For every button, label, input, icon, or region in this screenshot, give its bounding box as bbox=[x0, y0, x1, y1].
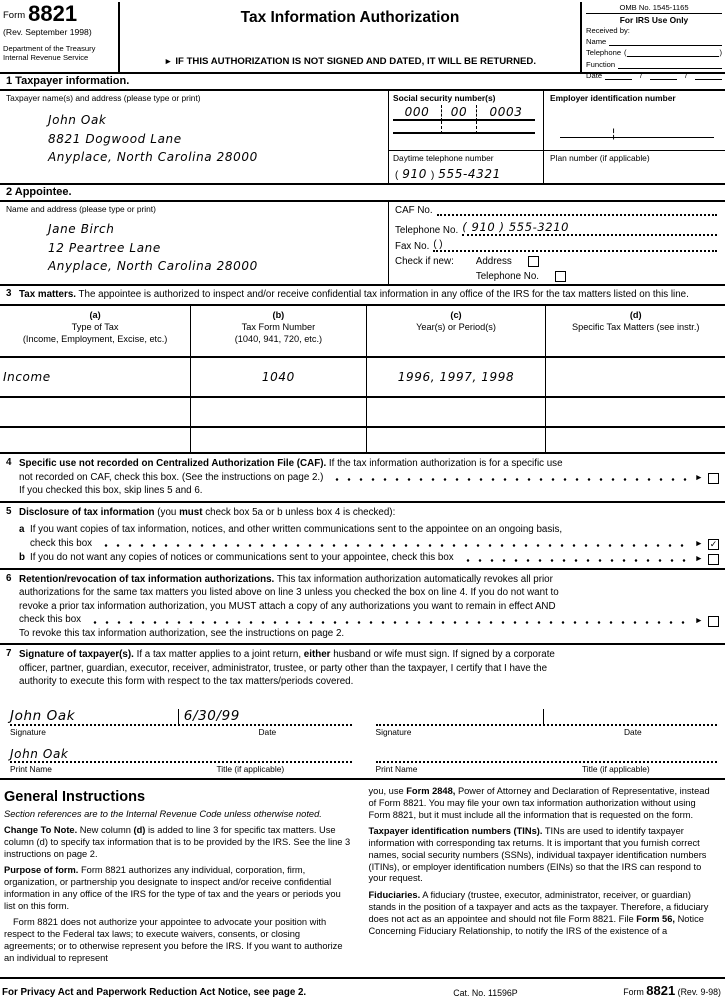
arrow-icon: ► bbox=[163, 56, 173, 66]
line3-text: The appointee is authorized to inspect and/or receive confidential tax information in any office of the IRS for the tax matters listed on this line. bbox=[78, 288, 689, 300]
ein-separator-mark: ¦ bbox=[612, 126, 616, 140]
privacy-act-notice: For Privacy Act and Paperwork Reduction Act Notice, see page 2. bbox=[2, 987, 307, 999]
omb-number: OMB No. 1545-1165 bbox=[586, 3, 722, 14]
appointee-name-cell bbox=[0, 202, 388, 284]
line5a-letter: a bbox=[19, 524, 25, 536]
line6-number: 6 bbox=[6, 572, 12, 584]
signature-label: Signature bbox=[10, 726, 46, 737]
irs-telephone-field[interactable] bbox=[627, 49, 720, 57]
new-address-checkbox[interactable] bbox=[528, 256, 539, 267]
tin-paragraph: Taxpayer identification numbers (TINs). TINs are used to identify taxpayer information with corresponding tax returns. It is important that you furnish correct names, social security numbers (SSNs), individual taxpayer identification numbers (ITINs), or employer identification numbers (EINs) so that the IRS can respond to your request. bbox=[368, 825, 707, 884]
print-name-label: Print Name bbox=[10, 763, 52, 774]
tax-matters-heading bbox=[0, 284, 725, 305]
line6-text-1: This tax information authorization automatically revokes all prior bbox=[276, 573, 553, 585]
line4-item bbox=[0, 454, 725, 501]
row1-years[interactable]: 1996, 1997, 1998 bbox=[366, 357, 546, 397]
form-reference: Form 8821 (Rev. 9-98) bbox=[623, 983, 721, 999]
row2-years[interactable] bbox=[366, 397, 546, 427]
form-number: 8821 bbox=[28, 1, 78, 26]
daytime-phone-label: Daytime telephone number bbox=[393, 153, 494, 163]
fax-parens: ( ) bbox=[433, 239, 443, 250]
line5a-text-1: If you want copies of tax information, notices, and other written communications sent to the appointee on an ongoing basis, bbox=[30, 524, 563, 536]
print-name-label: Print Name bbox=[375, 763, 418, 774]
ssn-second-line[interactable] bbox=[393, 121, 540, 134]
line6-checkbox[interactable] bbox=[708, 616, 719, 627]
line3-lead: Tax matters. bbox=[19, 288, 76, 300]
line5b-leader bbox=[462, 559, 691, 562]
row2-form-number[interactable] bbox=[191, 397, 366, 427]
taxpayer-name-line[interactable]: John Oak bbox=[48, 113, 107, 127]
row3-form-number[interactable] bbox=[191, 427, 366, 453]
line7-either: either bbox=[303, 649, 331, 661]
line5b-checkbox[interactable] bbox=[708, 554, 719, 565]
line4-text-1: If the tax information authorization is for a specific use bbox=[328, 458, 563, 470]
line5a-text-2: check this box bbox=[30, 537, 93, 549]
ein-cell bbox=[544, 91, 725, 150]
appointee-street-line[interactable]: 12 Peartree Lane bbox=[48, 240, 161, 255]
date-slash-2: / bbox=[684, 70, 688, 80]
taxpayer-date-value[interactable]: 6/30/99 bbox=[183, 707, 240, 724]
signature-right-column bbox=[376, 706, 718, 774]
taxpayer-signature-value[interactable]: John Oak bbox=[10, 707, 76, 724]
instructions-left-column bbox=[4, 786, 353, 970]
line5-item bbox=[0, 501, 725, 568]
line4-checkbox[interactable] bbox=[708, 473, 719, 484]
irs-telephone-label: Telephone bbox=[586, 48, 622, 58]
form-number-block bbox=[0, 2, 120, 72]
tax-matters-table bbox=[0, 304, 725, 454]
received-by-label: Received by: bbox=[586, 26, 630, 35]
line7-text-3: officer, partner, guardian, executor, receiver, administrator, trustee, or party other than the taxpayer, I certify that I have the bbox=[19, 662, 548, 674]
col-a-header: (a) Type of Tax (Income, Employment, Excise, etc.) bbox=[0, 305, 191, 357]
appointee-city-line[interactable]: Anyplace, North Carolina 28000 bbox=[48, 259, 258, 274]
ssn-cell bbox=[389, 91, 543, 150]
line7-text-1: If a tax matter applies to a joint return, bbox=[136, 649, 302, 661]
signature-date-divider bbox=[543, 709, 544, 724]
date-label: Date bbox=[258, 726, 277, 737]
paren-open: ( bbox=[624, 48, 627, 58]
line6-text-3: revoke a prior tax information authorization, you MUST attach a copy of any authorizations you want to remain in effect AND bbox=[19, 600, 556, 612]
appointee-name-label: Name and address (please type or print) bbox=[6, 204, 156, 214]
line7-item bbox=[0, 643, 725, 692]
line4-arrow-icon: ► bbox=[694, 472, 703, 483]
signature-label: Signature bbox=[375, 726, 412, 737]
purpose-paragraph-2: Form 8821 does not authorize your appointee to advocate your position with respect to the Federal tax laws; to execute waivers, consents, or closing agreements; or to otherwise represent you before the IRS. If you want to authorize an individual to represent bbox=[4, 917, 343, 964]
catalog-number: Cat. No. 11596P bbox=[453, 988, 518, 999]
ssn-part-2[interactable]: 00 bbox=[441, 105, 477, 121]
signature-block bbox=[0, 692, 725, 780]
form-word: Form bbox=[3, 9, 26, 21]
irs-use-only-box bbox=[580, 2, 725, 80]
row3-specific-matters[interactable] bbox=[546, 427, 725, 453]
instructions-heading: General Instructions bbox=[4, 788, 146, 805]
caf-field[interactable] bbox=[437, 205, 717, 216]
title-label: Title (if applicable) bbox=[582, 763, 650, 774]
agency-line-2: Internal Revenue Service bbox=[3, 53, 89, 63]
line5a-checkbox-checked[interactable]: ✓ bbox=[709, 539, 718, 550]
phone-area-code[interactable]: 910 bbox=[402, 167, 427, 181]
taxpayer-info-section bbox=[0, 91, 725, 183]
appointee-address-value[interactable] bbox=[48, 220, 384, 276]
irs-use-only-title: For IRS Use Only bbox=[619, 15, 689, 25]
caf-label: CAF No. bbox=[395, 205, 433, 216]
col-c-header: (c) Year(s) or Period(s) bbox=[366, 305, 546, 357]
line5b-letter: b bbox=[19, 552, 25, 564]
daytime-phone-value[interactable] bbox=[393, 167, 540, 181]
general-instructions bbox=[0, 780, 725, 978]
taxpayer-name-cell bbox=[0, 91, 388, 183]
signature-left-column bbox=[10, 706, 352, 774]
taxpayer-street-line[interactable]: 8821 Dogwood Lane bbox=[48, 131, 182, 146]
line7-text-2: husband or wife must sign. If signed by a corporate bbox=[333, 649, 555, 661]
row1-form-number[interactable]: 1040 bbox=[191, 357, 366, 397]
instructions-right-column bbox=[369, 786, 718, 970]
line6-leader bbox=[89, 621, 691, 624]
line4-leader bbox=[331, 478, 690, 481]
row1-type-of-tax[interactable]: Income bbox=[0, 357, 191, 397]
phone-paren-open: ( bbox=[395, 170, 399, 181]
line7-number: 7 bbox=[6, 648, 12, 660]
line5b-arrow-icon: ► bbox=[694, 552, 703, 563]
fax-field[interactable] bbox=[433, 239, 717, 252]
taxpayer-name-label: Taxpayer name(s) and address (please type or print) bbox=[6, 93, 201, 103]
irs-date-label: Date bbox=[586, 70, 603, 80]
irs-function-label: Function bbox=[586, 59, 616, 69]
ssn-label: Social security number(s) bbox=[393, 93, 496, 103]
col-d-header: (d) Specific Tax Matters (see instr.) bbox=[546, 305, 725, 357]
ssn-value[interactable] bbox=[393, 105, 540, 121]
row2-type-of-tax[interactable] bbox=[0, 397, 191, 427]
ein-label: Employer identification number bbox=[550, 93, 676, 103]
ssn-part-1[interactable]: 000 bbox=[393, 105, 441, 121]
appointee-section bbox=[0, 202, 725, 284]
irs-date-field-2[interactable] bbox=[650, 72, 677, 80]
form-2848-paragraph: you, use Form 2848, Power of Attorney and Declaration of Representative, instead of Form 8821. You may file your own tax information authorization without using Form 8821, but it must include all the information that is requested on the form. bbox=[368, 785, 710, 820]
line4-text-2: not recorded on CAF, check this box. (See the instructions on page 2.) bbox=[19, 471, 324, 483]
line5a-arrow-icon: ► bbox=[694, 538, 703, 549]
irs-name-label: Name bbox=[586, 37, 607, 47]
form-revision: (Rev. September 1998) bbox=[3, 26, 92, 37]
table-row bbox=[0, 427, 725, 453]
line5-lead: Disclosure of tax information bbox=[19, 506, 155, 518]
appointee-contact-cell bbox=[388, 202, 725, 284]
ein-field[interactable] bbox=[560, 125, 714, 138]
fiduciaries-paragraph: Fiduciaries. A fiduciary (trustee, executor, administrator, receiver, or guardian) stands in the position of a taxpayer and acts as the taxpayer. Therefore, a fiduciary does not act as an appointee and should not file Form 8821. File Form 56, Notice Concerning Fiduciary Relationship, to notify the IRS of the existence of a bbox=[368, 889, 709, 936]
appointee-telephone-field[interactable] bbox=[462, 220, 717, 236]
line5-number: 5 bbox=[6, 505, 12, 517]
line5-text-1: (you bbox=[157, 506, 177, 518]
phone-number[interactable]: 555-4321 bbox=[438, 167, 501, 181]
line5a-leader bbox=[100, 544, 691, 547]
appointee-name-line[interactable]: Jane Birch bbox=[48, 222, 115, 236]
line6-text-2: authorizations for the same tax matters you listed above on line 3 unless you checked the box on line 4. If you do not want to bbox=[19, 587, 559, 599]
line7-text-4: authority to execute this form with respect to the tax matters/periods covered. bbox=[19, 676, 354, 688]
daytime-phone-cell bbox=[389, 150, 543, 183]
row3-type-of-tax[interactable] bbox=[0, 427, 191, 453]
new-telephone-checkbox[interactable] bbox=[555, 271, 566, 282]
line6-lead: Retention/revocation of tax information authorizations. bbox=[19, 573, 275, 585]
phone-paren-close: ) bbox=[430, 170, 435, 181]
irs-date-field-3[interactable] bbox=[695, 72, 722, 80]
line5-must: must bbox=[179, 506, 203, 518]
agency-lines bbox=[3, 44, 116, 63]
title-block bbox=[120, 2, 580, 72]
agency-line-1: Department of the Treasury bbox=[3, 43, 96, 53]
spouse-signature-line[interactable] bbox=[376, 706, 718, 726]
taxpayer-signature-line[interactable] bbox=[10, 706, 352, 726]
check-if-new-label: Check if new: bbox=[395, 255, 454, 267]
row1-specific-matters[interactable] bbox=[546, 357, 725, 397]
ein-plan-column bbox=[543, 91, 725, 183]
row3-years[interactable] bbox=[366, 427, 546, 453]
form-title: Tax Information Authorization bbox=[240, 9, 460, 26]
line3-number: 3 bbox=[6, 287, 12, 299]
col-b-header: (b) Tax Form Number (1040, 941, 720, etc.) bbox=[191, 305, 366, 357]
page-footer bbox=[0, 977, 725, 1001]
line5-text-2: check box 5a or b unless box 4 is checked): bbox=[205, 506, 396, 518]
spouse-print-name-line[interactable] bbox=[376, 743, 718, 763]
irs-date-field-1[interactable] bbox=[605, 72, 632, 80]
purpose-paragraph: Purpose of form. Form 8821 authorizes any individual, corporation, firm, organization, or partnership you designate to inspect and/or receive confidential information in any office of the IRS for the type of tax and the years or periods you list on this form. bbox=[4, 865, 341, 912]
ssn-part-3[interactable]: 0003 bbox=[477, 105, 535, 121]
irs-function-field[interactable] bbox=[618, 61, 722, 69]
section-references-note: Section references are to the Internal Revenue Code unless otherwise noted. bbox=[4, 809, 322, 820]
fax-label: Fax No. bbox=[395, 241, 430, 252]
new-telephone-label: Telephone No. bbox=[475, 270, 539, 282]
plan-number-cell[interactable] bbox=[544, 150, 725, 183]
line6-text-5: To revoke this tax information authorization, see the instructions on page 2. bbox=[19, 627, 345, 639]
row2-specific-matters[interactable] bbox=[546, 397, 725, 427]
warning-line bbox=[124, 56, 576, 67]
paren-close: ) bbox=[719, 48, 722, 58]
taxpayer-address-value[interactable] bbox=[48, 111, 384, 167]
taxpayer-print-name-line[interactable] bbox=[10, 743, 352, 763]
section2-bar: 2 Appointee. bbox=[0, 183, 725, 202]
date-slash-1: / bbox=[639, 70, 643, 80]
form-header bbox=[0, 1, 725, 80]
line4-lead: Specific use not recorded on Centralized Authorization File (CAF). bbox=[19, 458, 327, 470]
line6-arrow-icon: ► bbox=[694, 614, 703, 625]
plan-number-label: Plan number (if applicable) bbox=[550, 153, 650, 163]
warning-text: IF THIS AUTHORIZATION IS NOT SIGNED AND DATED, IT WILL BE RETURNED. bbox=[175, 56, 537, 67]
table-row bbox=[0, 397, 725, 427]
line7-lead: Signature of taxpayer(s). bbox=[19, 649, 134, 661]
table-row bbox=[0, 357, 725, 397]
line4-text-3: If you checked this box, skip lines 5 and 6. bbox=[19, 485, 203, 497]
title-label: Title (if applicable) bbox=[216, 763, 285, 774]
change-to-note-paragraph: Change To Note. New column (d) is added to line 3 for specific tax matters. Use column (d) to specify tax information that is to be provided by the IRS. See the line 3 instructions on page 2. bbox=[4, 825, 351, 859]
date-label: Date bbox=[624, 726, 642, 737]
taxpayer-city-line[interactable]: Anyplace, North Carolina 28000 bbox=[48, 150, 258, 165]
line6-item bbox=[0, 568, 725, 644]
line4-number: 4 bbox=[6, 457, 12, 469]
line6-text-4: check this box bbox=[19, 614, 82, 626]
appointee-telephone-value[interactable]: ( 910 ) 555-3210 bbox=[462, 219, 570, 234]
ssn-phone-column bbox=[388, 91, 543, 183]
line5b-text: If you do not want any copies of notices or communications sent to your appointee, check this box bbox=[30, 552, 454, 564]
new-address-label: Address bbox=[475, 255, 512, 267]
taxpayer-print-name-value[interactable]: John Oak bbox=[10, 746, 69, 761]
irs-name-field[interactable] bbox=[609, 38, 722, 46]
section1-bar: 1 Taxpayer information. bbox=[0, 72, 725, 91]
appointee-telephone-label: Telephone No. bbox=[395, 224, 459, 236]
